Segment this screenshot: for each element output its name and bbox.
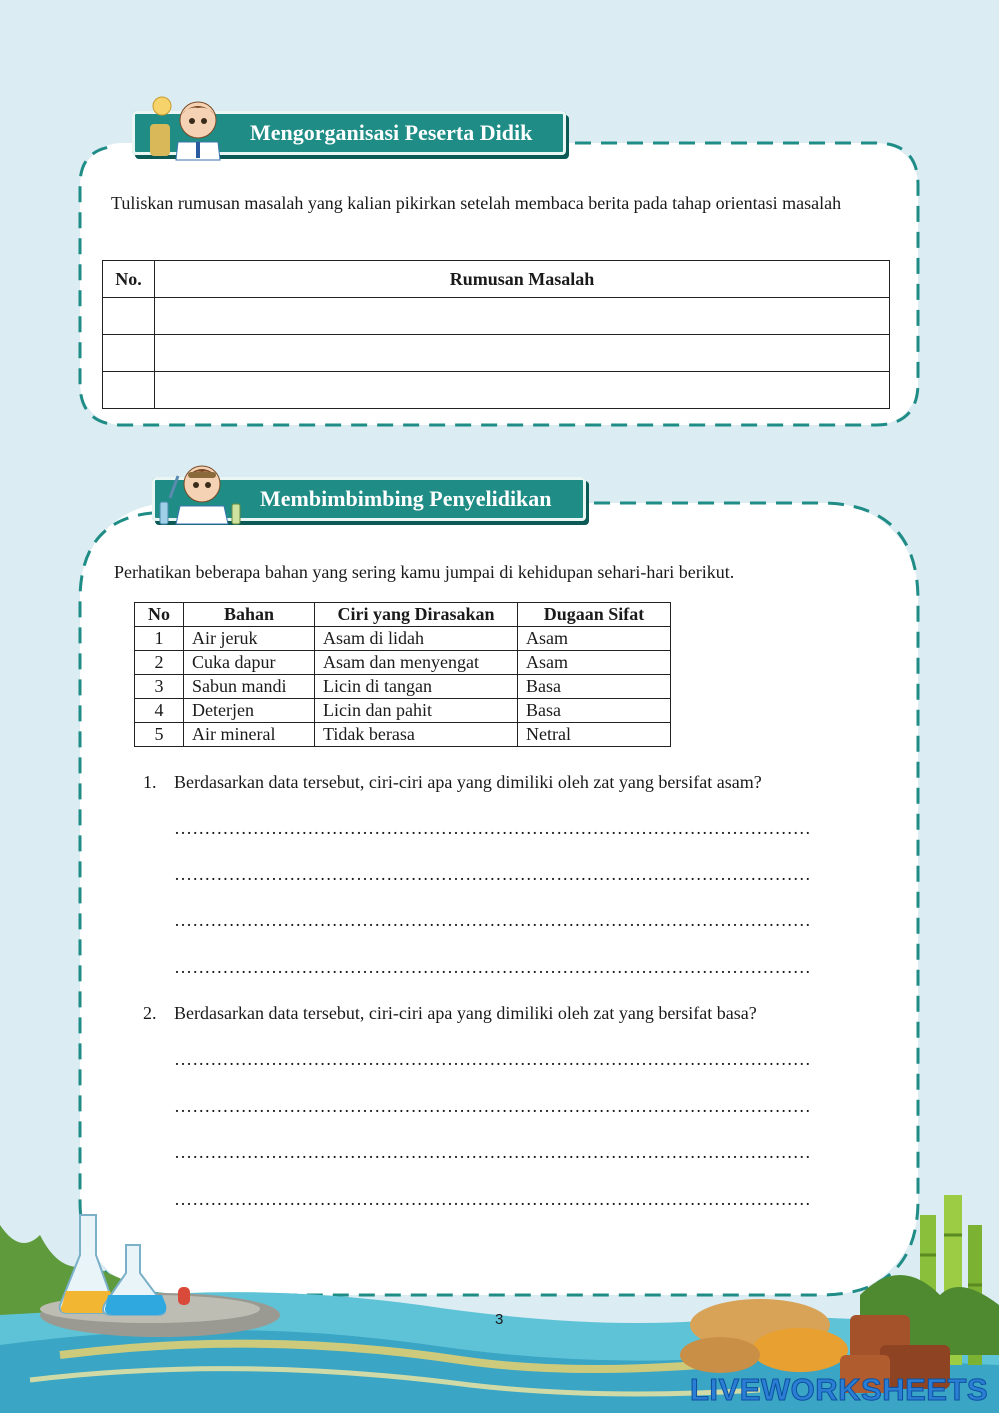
liveworksheets-logo: LIVEWORKSHEETS [690, 1372, 989, 1407]
page-number: 3 [495, 1311, 504, 1328]
col-ciri: Ciri yang Dirasakan [315, 603, 518, 627]
question-1-text: Berdasarkan data tersebut, ciri-ciri apa yang dimiliki oleh zat yang bersifat asam? [174, 772, 762, 792]
col-dugaan: Dugaan Sifat [518, 603, 671, 627]
table-row: 4 Deterjen Licin dan pahit Basa [135, 699, 671, 723]
answer-line-q1[interactable]: …………………………………………………………………………………………… [174, 818, 811, 838]
answer-line-q1[interactable]: …………………………………………………………………………………………… [174, 910, 811, 930]
table-row: 3 Sabun mandi Licin di tangan Basa [135, 675, 671, 699]
question-2-text: Berdasarkan data tersebut, ciri-ciri apa yang dimiliki oleh zat yang bersifat basa? [174, 1003, 757, 1023]
instruction-text: Tuliskan rumusan masalah yang kalian pikirkan setelah membaca berita pada tahap orientasi masalah [111, 193, 842, 213]
materials-table [134, 602, 671, 747]
flask-icon [60, 1215, 115, 1313]
header-no: No. [103, 261, 155, 298]
question-2-number: 2. [143, 1003, 157, 1023]
answer-line-q2[interactable]: …………………………………………………………………………………………… [174, 1049, 811, 1069]
question-1-number: 1. [143, 772, 157, 792]
investigate-intro: Perhatikan beberapa bahan yang sering kamu jumpai di kehidupan sehari-hari berikut. [114, 562, 735, 582]
col-bahan: Bahan [184, 603, 315, 627]
section-title-investigate-text: Membimbimbing Penyelidikan [260, 486, 552, 511]
table-row: 1 Air jeruk Asam di lidah Asam [135, 627, 671, 651]
table-row: 2 Cuka dapur Asam dan menyengat Asam [135, 651, 671, 675]
table-row: 5 Air mineral Tidak berasa Netral [135, 723, 671, 747]
col-no: No [135, 603, 184, 627]
section-title-organize-text: Mengorganisasi Peserta Didik [250, 120, 533, 145]
scientist-mascot-icon [150, 458, 250, 526]
answer-line-q2[interactable]: …………………………………………………………………………………………… [174, 1142, 811, 1162]
answer-line-q1[interactable]: …………………………………………………………………………………………… [174, 864, 811, 884]
answer-line-q1[interactable]: …………………………………………………………………………………………… [174, 957, 811, 977]
header-rumusan: Rumusan Masalah [155, 261, 890, 298]
answer-line-q2[interactable]: …………………………………………………………………………………………… [174, 1096, 811, 1116]
answer-line-q2[interactable]: …………………………………………………………………………………………… [174, 1189, 811, 1209]
materials-header-row [135, 603, 671, 627]
